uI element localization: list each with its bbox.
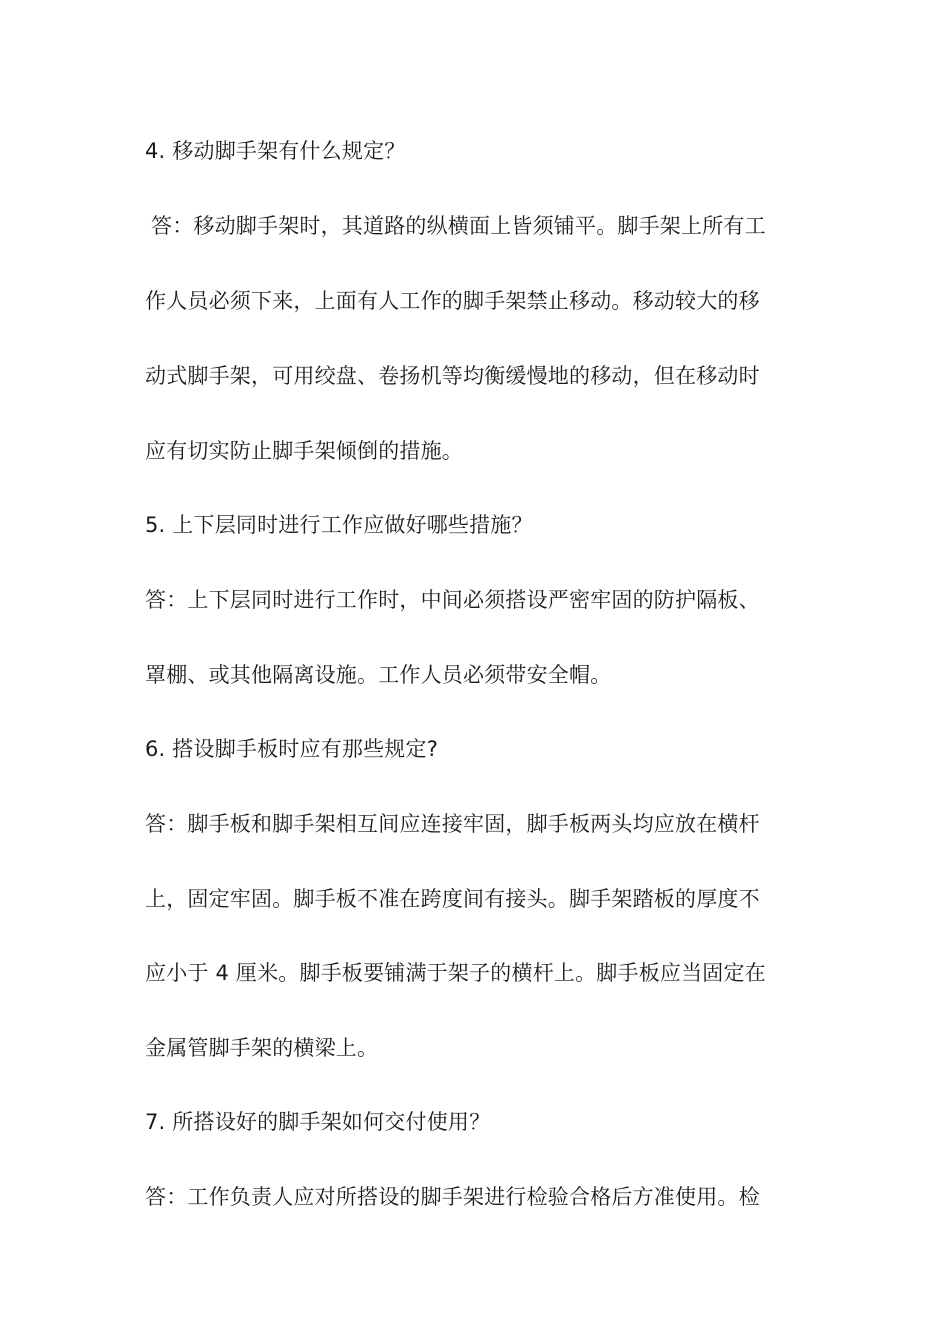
answer-4-line-1: 答：移动脚手架时，其道路的纵横面上皆须铺平。脚手架上所有工	[151, 214, 766, 238]
answer-4-line-2: 作人员必须下来，上面有人工作的脚手架禁止移动。移动较大的移	[145, 289, 760, 313]
question-4-heading: 4. 移动脚手架有什么规定？	[145, 139, 406, 163]
question-7-heading: 7. 所搭设好的脚手架如何交付使用？	[145, 1110, 491, 1134]
question-5-heading: 5. 上下层同时进行工作应做好哪些措施？	[145, 513, 533, 537]
answer-4-line-4: 应有切实防止脚手架倾倒的措施。	[145, 439, 463, 463]
question-6-heading: 6. 搭设脚手板时应有那些规定?	[145, 737, 439, 761]
answer-5-line-2: 罩棚、或其他隔离设施。工作人员必须带安全帽。	[145, 663, 612, 687]
answer-4-line-3: 动式脚手架，可用绞盘、卷扬机等均衡缓慢地的移动，但在移动时	[145, 364, 760, 388]
answer-6-line-4: 金属管脚手架的横梁上。	[145, 1036, 379, 1060]
answer-6-line-2: 上，固定牢固。脚手板不准在跨度间有接头。脚手架踏板的厚度不	[145, 887, 760, 911]
answer-6-line-3: 应小于 4 厘米。脚手板要铺满于架子的横杆上。脚手板应当固定在	[145, 961, 766, 985]
answer-6-line-1: 答：脚手板和脚手架相互间应连接牢固，脚手板两头均应放在横杆	[145, 812, 760, 836]
answer-5-line-1: 答：上下层同时进行工作时，中间必须搭设严密牢固的防护隔板、	[145, 588, 760, 612]
answer-7-line-1: 答：工作负责人应对所搭设的脚手架进行检验合格后方准使用。检	[145, 1185, 760, 1209]
